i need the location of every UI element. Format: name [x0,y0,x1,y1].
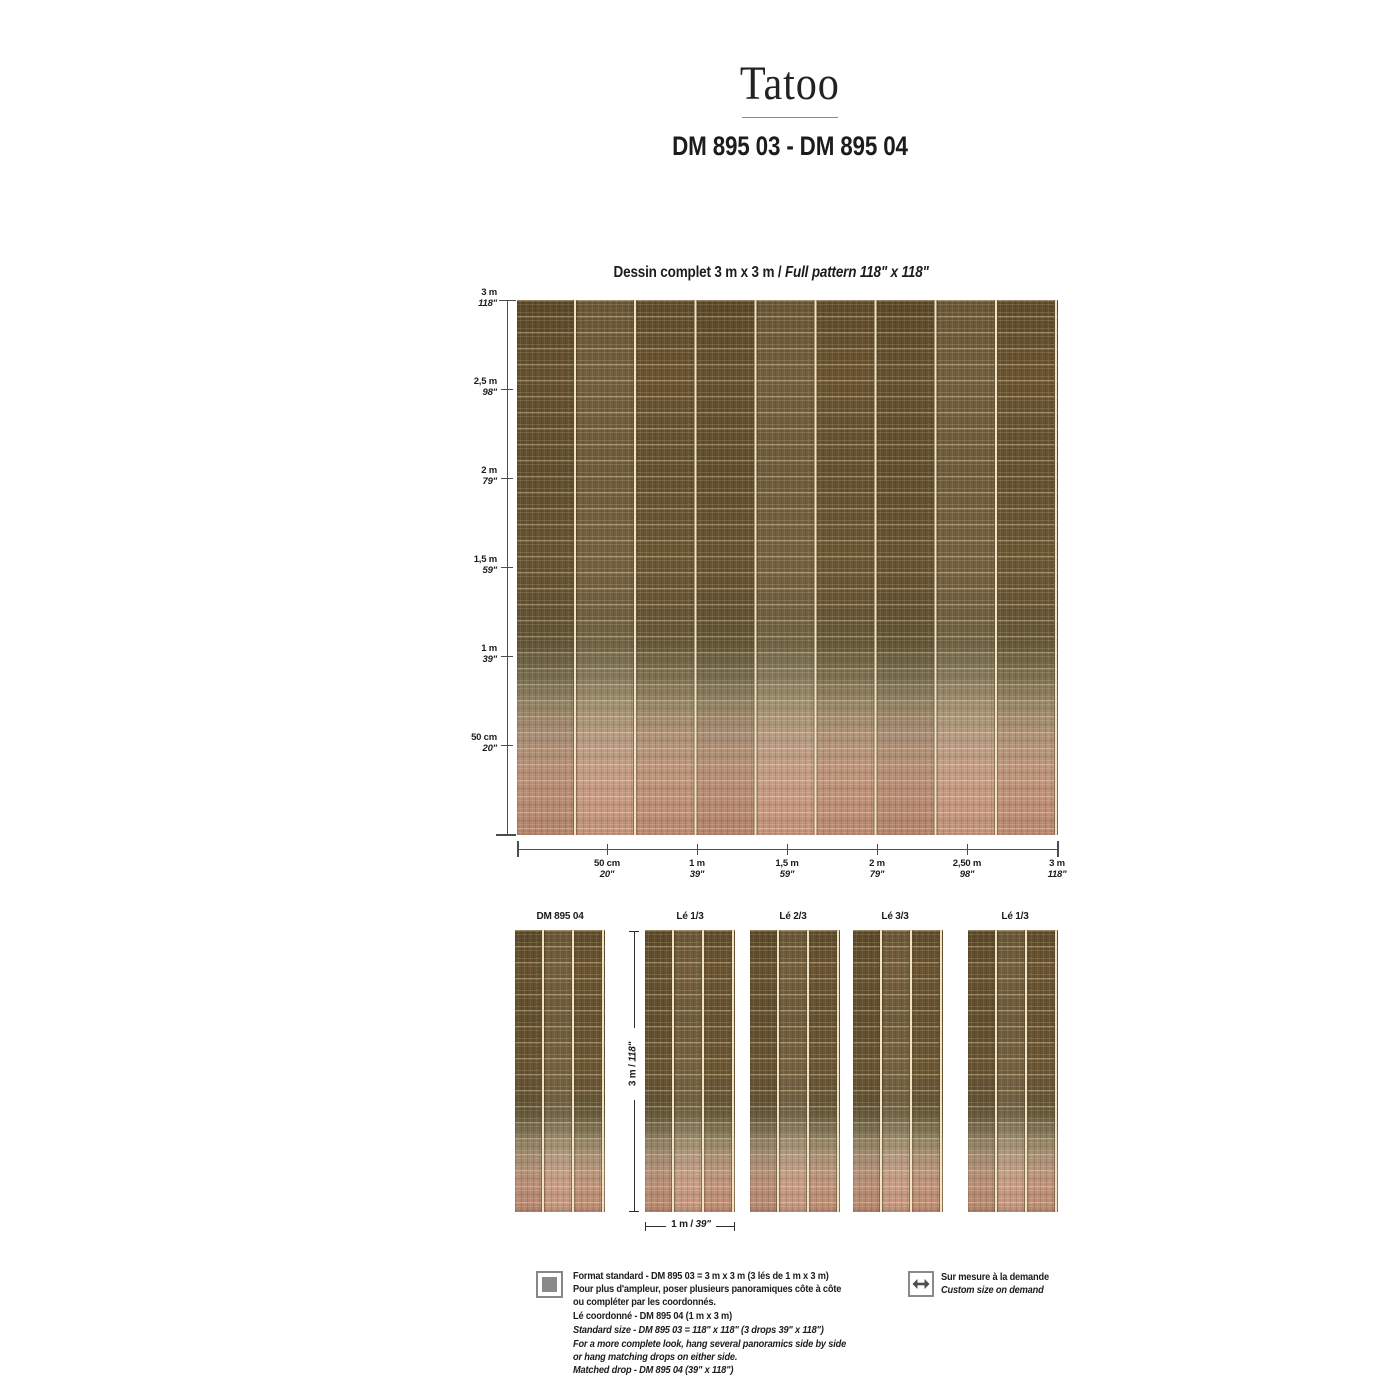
scale-tick [967,844,968,855]
width-arrow-glyph [912,1278,930,1290]
drop-label-1of3: Lé 1/3 [676,911,704,922]
left-scale-label: 50 cm 20" [471,732,497,754]
legend-en-line: Matched drop - DM 895 04 (39" x 118") [573,1363,734,1376]
scale-end-tick [1057,841,1059,857]
drop-label-3of3: Lé 3/3 [881,911,909,922]
drop-width-dimension-label: 1 m / 39" [671,1219,711,1230]
scale-tick [607,844,608,855]
legend-fr-line: Lé coordonné - DM 895 04 (1 m x 3 m) [573,1309,733,1322]
scale-tick [501,567,513,568]
legend-custom-fr: Sur mesure à la demande [941,1271,1049,1283]
drop-image-3of3 [853,930,943,1212]
scale-tick [501,745,513,746]
scale-tick [787,844,788,855]
bottom-scale-label: 1 m 39" [689,858,705,880]
framed-square-icon [536,1271,563,1298]
bottom-scale-label: 3 m 118" [1047,858,1067,880]
bottom-scale-label: 2 m 79" [869,858,885,880]
product-references [540,131,1040,162]
left-scale-label: 1 m 39" [481,643,497,665]
title-divider [742,117,838,118]
dimension-line [634,931,635,1028]
scale-tick [501,656,513,657]
legend-fr-line: Pour plus d'ampleur, poser plusieurs panoramiques côte à côte [573,1283,842,1296]
drop-height-dimension-label: 3 m / 118" [627,1041,639,1087]
bottom-scale-label: 2,50 m 98" [952,858,982,880]
legend-en-line: or hang matching drops on either side. [573,1350,738,1363]
scale-end-tick [517,841,519,857]
scale-tick [501,478,513,479]
left-scale-label: 1,5 m 59" [473,554,497,576]
caption-english: Full pattern 118" x 118" [784,264,929,281]
page-title [540,56,1040,111]
page-title-text: Tatoo [740,57,840,110]
scale-tick [697,844,698,855]
scale-end-tick [496,834,516,836]
left-scale-label: 3 m 118" [478,287,497,309]
bottom-scale-label: 1,5 m 59" [775,858,799,880]
dimension-line [634,1100,635,1211]
dimension-line [716,1226,735,1227]
drop-label-2of3: Lé 2/3 [779,911,807,922]
legend-en-line: Standard size - DM 895 03 = 118" x 118" (3 drops 39" x 118") [573,1324,824,1337]
bottom-scale-label: 50 cm 20" [594,858,620,880]
dimension-cap [734,1222,735,1231]
drop-label-repeat: Lé 1/3 [1001,911,1029,922]
width-arrow-icon [908,1271,934,1297]
dimension-cap [629,1211,639,1212]
legend-en-line: For a more complete look, hang several panoramics side by side [573,1337,847,1350]
full-pattern-caption [521,264,1021,282]
left-scale-label: 2,5 m 98" [473,376,497,398]
drop-image-matched [515,930,605,1212]
legend-custom-text [941,1271,1064,1298]
drop-image-1of3 [645,930,735,1212]
legend-standard-text [573,1270,883,1378]
drop-image-repeat [968,930,1058,1212]
scale-tick [499,300,516,301]
full-pattern-image [517,300,1058,835]
legend-fr-line: ou compléter par les coordonnés. [573,1296,716,1309]
legend-custom-en: Custom size on demand [941,1284,1044,1297]
caption-french: Dessin complet 3 m x 3 m / [613,264,785,281]
legend-fr-line: Format standard - DM 895 03 = 3 m x 3 m (3 lés de 1 m x 3 m) [573,1270,829,1282]
product-references-text: DM 895 03 - DM 895 04 [672,131,908,161]
drop-image-2of3 [750,930,840,1212]
left-scale-label: 2 m 79" [481,465,497,487]
scale-tick [501,389,513,390]
scale-tick [877,844,878,855]
drop-label-matched: DM 895 04 [536,911,584,922]
